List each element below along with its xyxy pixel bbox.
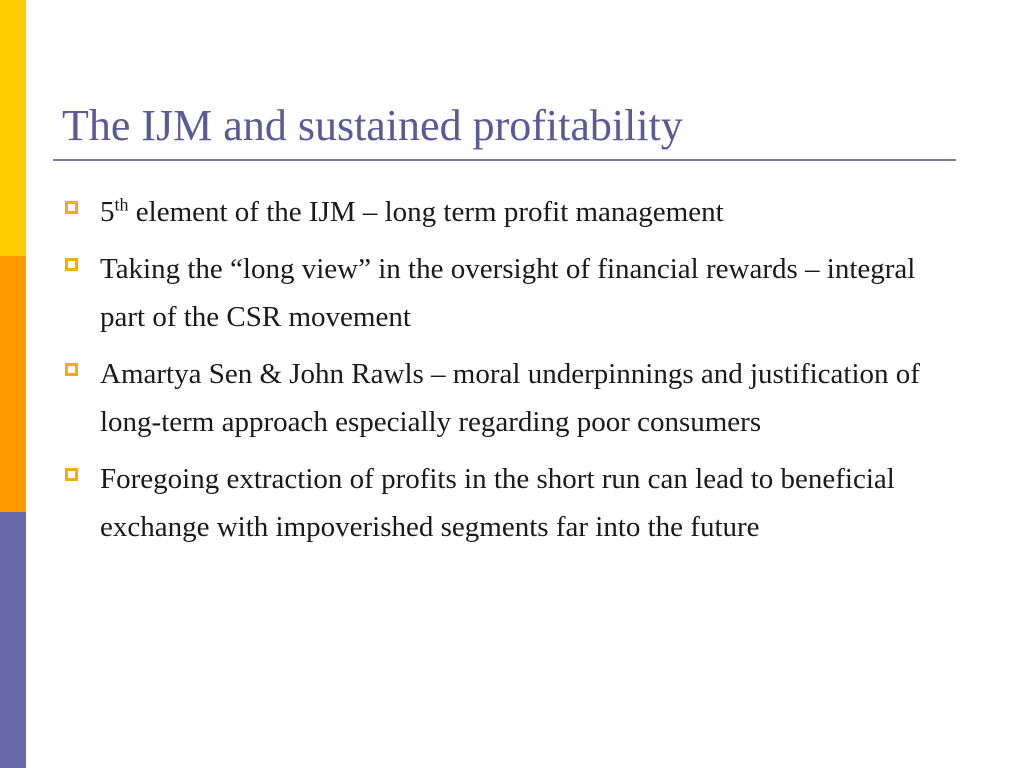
bullet-item bbox=[62, 245, 962, 341]
square-bullet-icon bbox=[65, 363, 78, 376]
title-divider bbox=[53, 159, 956, 161]
bullet-item bbox=[62, 455, 962, 551]
bullet-text: Amartya Sen & John Rawls – moral underpinnings and justification of long-term approach especially regarding poor consumers bbox=[100, 358, 920, 438]
square-bullet-icon bbox=[65, 258, 78, 271]
bullet-ordinal-number: 5 bbox=[100, 196, 115, 228]
bullet-text: Taking the “long view” in the oversight of financial rewards – integral part of the CSR movement bbox=[100, 253, 916, 333]
bullet-text: element of the IJM – long term profit management bbox=[128, 196, 724, 228]
bullet-ordinal-suffix: th bbox=[114, 194, 129, 215]
accent-bar-yellow bbox=[0, 0, 26, 256]
square-bullet-icon bbox=[65, 468, 78, 481]
bullet-item bbox=[62, 188, 962, 236]
bullet-list bbox=[62, 188, 962, 560]
bullet-item bbox=[62, 350, 962, 446]
accent-bar-purple bbox=[0, 512, 26, 768]
slide-title: The IJM and sustained profitability bbox=[62, 101, 683, 150]
square-bullet-icon bbox=[65, 201, 78, 214]
bullet-text: Foregoing extraction of profits in the short run can lead to beneficial exchange with impoverished segments far into the future bbox=[100, 463, 895, 543]
accent-bar-orange bbox=[0, 256, 26, 512]
